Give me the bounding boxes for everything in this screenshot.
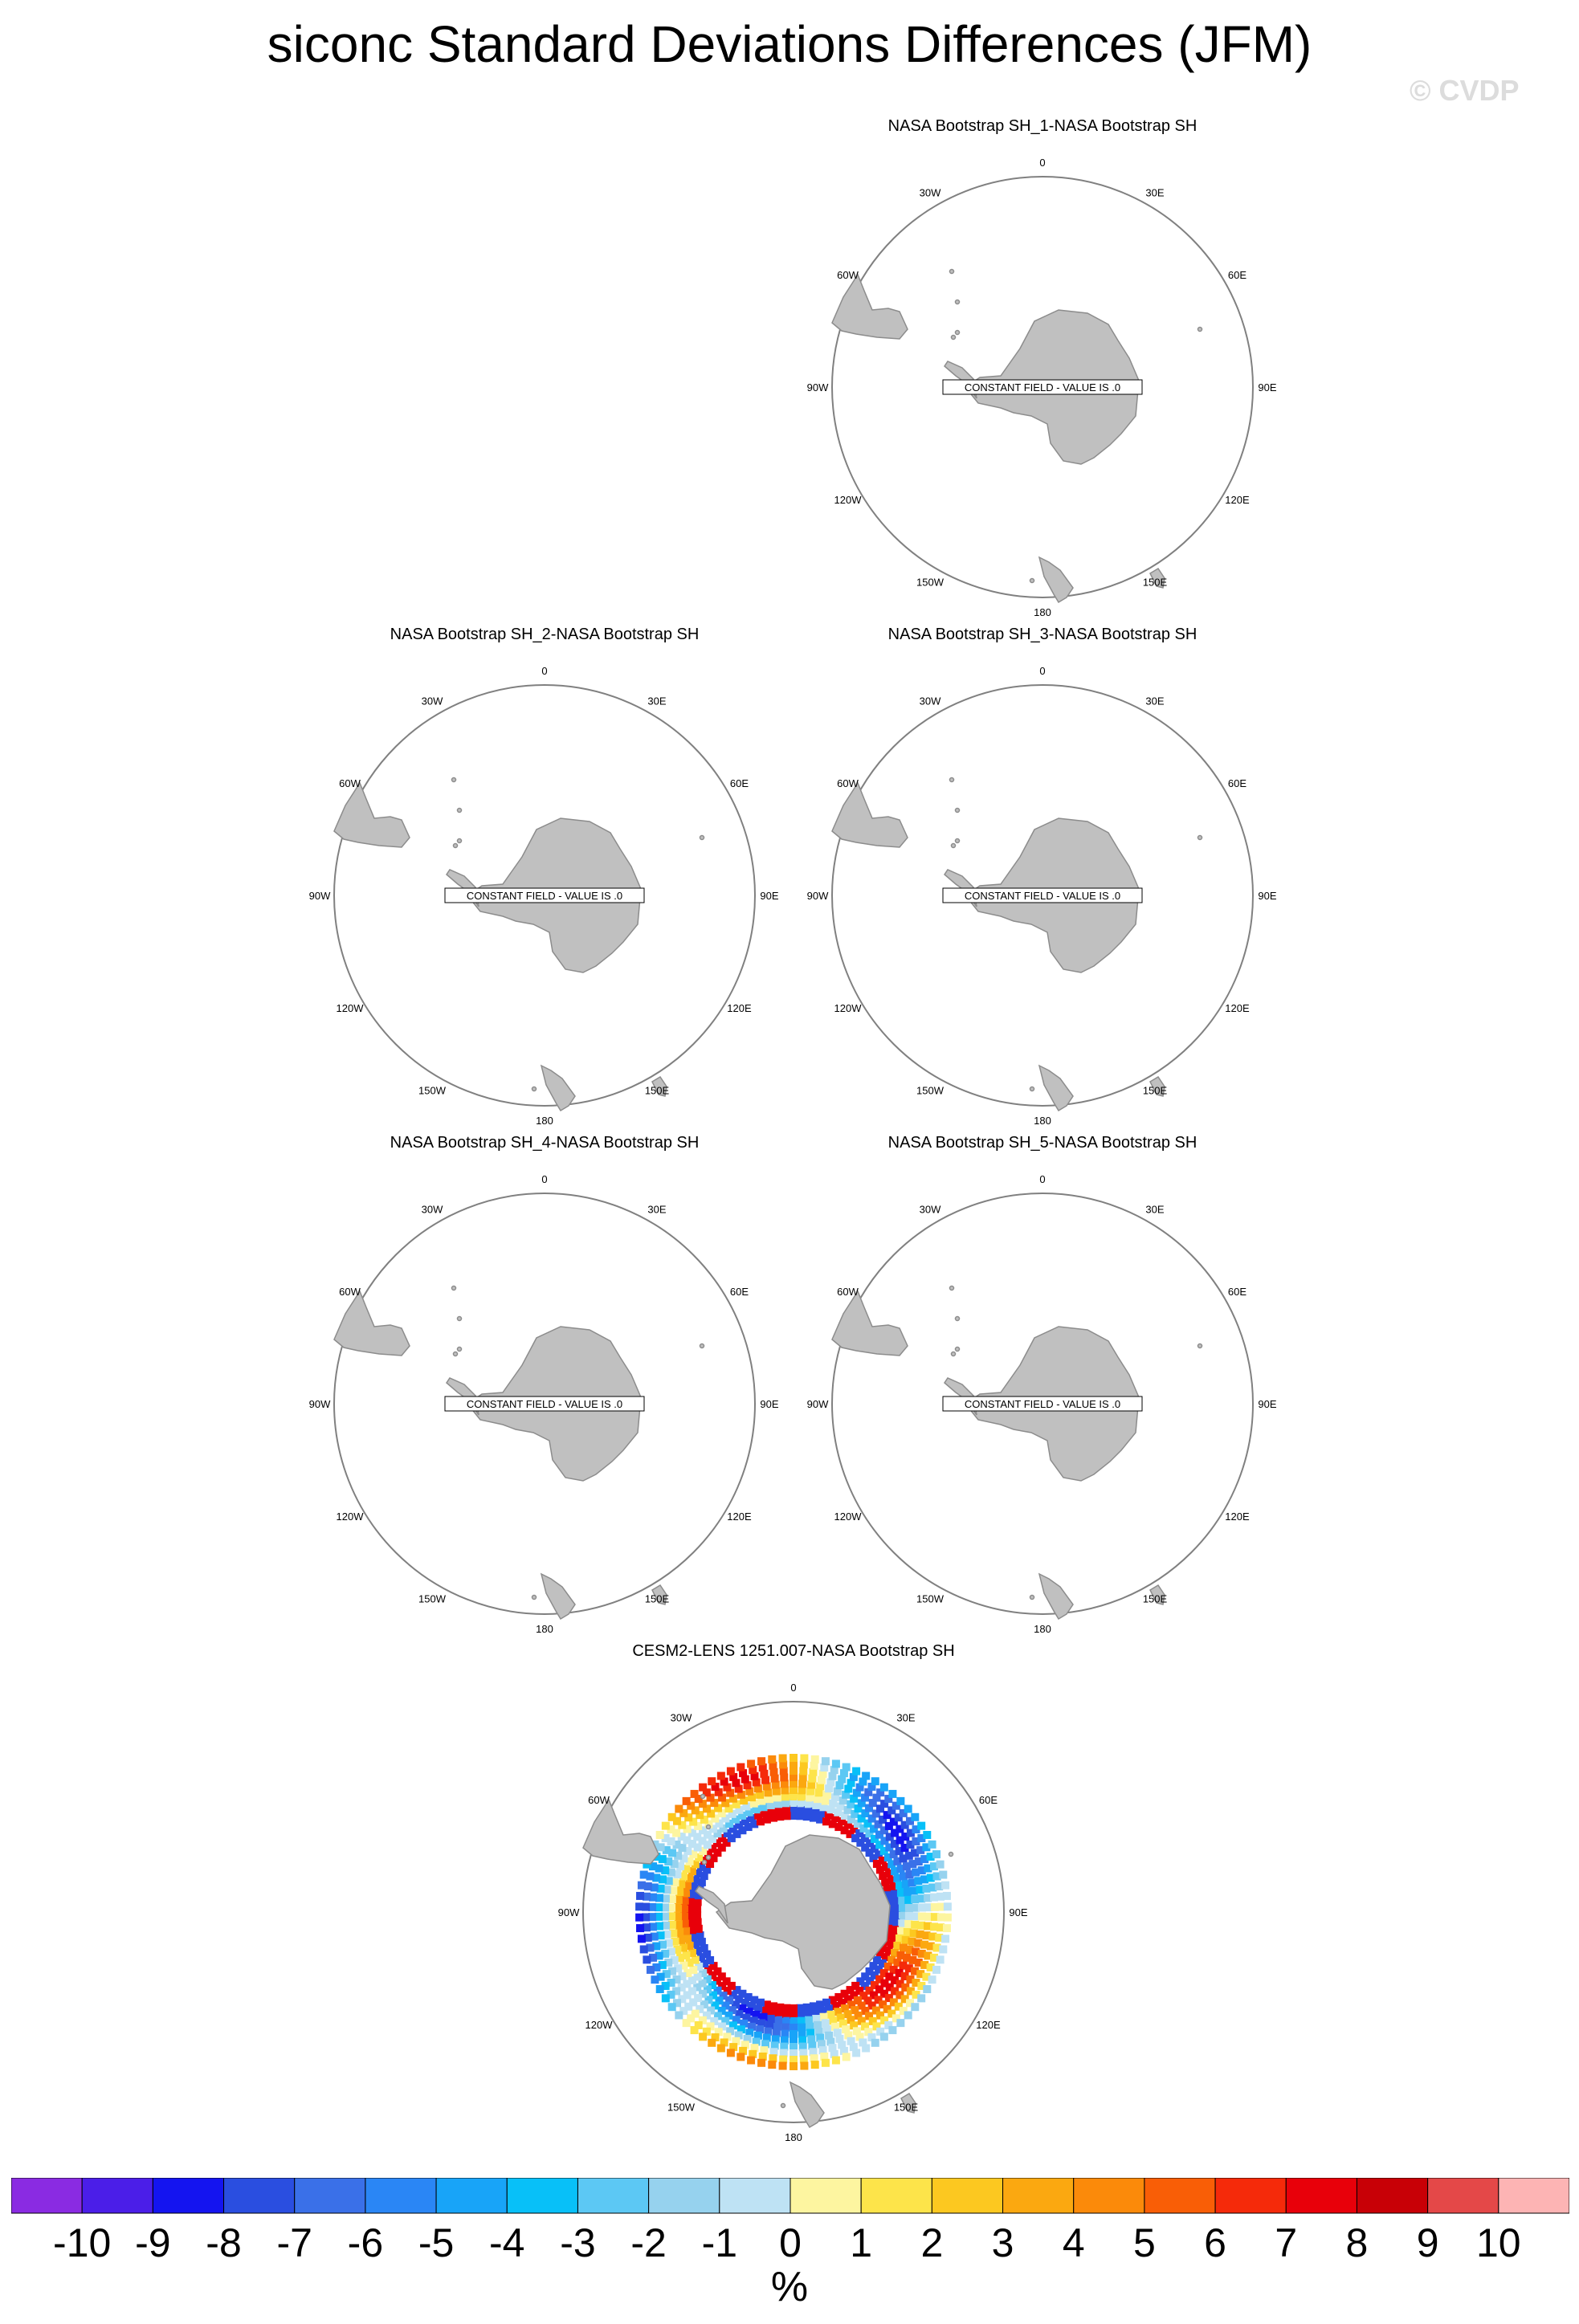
- colorbar-bin: [224, 2178, 295, 2213]
- polar-map: [304, 1134, 785, 1635]
- land: [832, 1286, 1202, 1620]
- ice-field-cell: [699, 1784, 707, 1792]
- lon-label: 120W: [585, 2019, 613, 2031]
- ice-field-cell: [656, 1831, 664, 1839]
- lon-label: 120W: [834, 1511, 862, 1523]
- new-zealand-south: [1039, 1066, 1073, 1111]
- lon-label: 120E: [1225, 1511, 1250, 1523]
- ice-field-cell: [736, 1763, 745, 1772]
- ice-field-cell: [939, 1871, 947, 1879]
- colorbar-bin: [1499, 2178, 1569, 2213]
- ice-field-cell: [779, 1754, 787, 1762]
- lon-label: 90E: [1258, 1398, 1277, 1410]
- lon-label: 150E: [644, 1592, 670, 1605]
- panel-sh3: [802, 626, 1283, 1127]
- colorbar-bin: [153, 2178, 223, 2213]
- lon-label: 90W: [806, 1398, 829, 1410]
- lon-label: 60W: [837, 777, 859, 789]
- ice-field-cell: [896, 1797, 904, 1805]
- island: [454, 1352, 458, 1356]
- ice-field-cell: [904, 1805, 912, 1813]
- lon-label: 90E: [1258, 381, 1277, 393]
- south-america: [583, 1800, 659, 1864]
- polar-map: [553, 1642, 1034, 2143]
- lon-label: 0: [1039, 665, 1046, 677]
- lon-label: 150W: [916, 1084, 944, 1097]
- colorbar-bin: [790, 2178, 861, 2213]
- panel-sh2: [304, 626, 785, 1127]
- ice-field-cell: [747, 2057, 755, 2065]
- ice-field-cell: [932, 1966, 940, 1974]
- ice-field-cell: [911, 1813, 919, 1821]
- island: [458, 1317, 462, 1321]
- lon-label: 30W: [919, 186, 941, 199]
- island: [458, 1348, 462, 1352]
- island: [707, 1825, 711, 1829]
- new-zealand-south: [541, 1574, 575, 1619]
- colorbar-bin: [82, 2178, 153, 2213]
- panel-sh1: [802, 117, 1283, 618]
- island: [458, 809, 462, 813]
- watermark: © CVDP: [1410, 74, 1520, 107]
- colorbar-tick-label: 4: [1062, 2220, 1085, 2265]
- island: [701, 1795, 705, 1799]
- island: [458, 839, 462, 843]
- ice-field-cell: [636, 1924, 644, 1932]
- colorbar-bin: [365, 2178, 436, 2213]
- lon-label: 120E: [727, 1511, 752, 1523]
- ice-field-cell: [917, 1994, 925, 2002]
- ice-field-cell: [811, 2061, 819, 2069]
- island: [956, 1317, 960, 1321]
- colorbar-tick-label: -8: [206, 2220, 242, 2265]
- lon-label: 0: [541, 665, 548, 677]
- lon-label: 0: [541, 1173, 548, 1185]
- ice-field-cell: [928, 1975, 936, 1984]
- ice-field-cell: [917, 1822, 925, 1830]
- south-america: [832, 1291, 908, 1356]
- island: [950, 1286, 954, 1290]
- colorbar-bin: [932, 2178, 1002, 2213]
- colorbar-bin: [577, 2178, 648, 2213]
- ice-field-cell: [790, 2062, 798, 2070]
- ice-field-cell: [736, 2053, 745, 2061]
- constant-field-text: CONSTANT FIELD - VALUE IS .0: [964, 1398, 1121, 1410]
- ice-field-cell: [923, 1985, 931, 1993]
- ice-field-cell: [635, 1914, 643, 1922]
- lon-label: 120E: [976, 2019, 1001, 2031]
- lon-label: 90W: [308, 1398, 331, 1410]
- lon-label: 180: [536, 1623, 553, 1635]
- polar-stereo-map: [807, 1173, 1277, 1635]
- island: [1198, 836, 1202, 840]
- lon-label: 120W: [834, 1002, 862, 1014]
- polar-stereo-map: [807, 157, 1277, 618]
- panel-title: NASA Bootstrap SH_3-NASA Bootstrap SH: [887, 626, 1198, 643]
- ice-field-cell: [757, 1757, 765, 1765]
- island: [956, 331, 960, 335]
- colorbar-bin: [1428, 2178, 1499, 2213]
- lon-label: 60E: [1227, 777, 1247, 789]
- ice-field-cell: [800, 2062, 808, 2070]
- panel-title: NASA Bootstrap SH_4-NASA Bootstrap SH: [390, 1134, 700, 1152]
- colorbar-bin: [1003, 2178, 1074, 2213]
- colorbar-tick-label: -4: [489, 2220, 525, 2265]
- lon-label: 30E: [647, 695, 667, 707]
- land: [832, 778, 1202, 1111]
- lon-label: 150W: [916, 576, 944, 589]
- island: [452, 1286, 456, 1290]
- south-america: [832, 275, 908, 339]
- ice-field-cell: [943, 1924, 951, 1932]
- ice-field-cell: [932, 1850, 940, 1858]
- lon-label: 150E: [644, 1084, 670, 1097]
- antarctica: [716, 1835, 890, 1989]
- lon-label: 60E: [729, 1286, 749, 1298]
- constant-field-text: CONSTANT FIELD - VALUE IS .0: [964, 890, 1121, 902]
- colorbar-bin: [720, 2178, 790, 2213]
- lon-label: 150W: [916, 1592, 944, 1605]
- lon-label: 180: [785, 2131, 802, 2143]
- ice-field-cell: [944, 1914, 952, 1922]
- constant-field-text: CONSTANT FIELD - VALUE IS .0: [466, 1398, 623, 1410]
- island: [1198, 328, 1202, 332]
- ice-field-cell: [911, 2003, 919, 2011]
- new-zealand-south: [1039, 1574, 1073, 1619]
- colorbar-tick-label: -3: [560, 2220, 596, 2265]
- island: [703, 1861, 707, 1865]
- panel-title: CESM2-LENS 1251.007-NASA Bootstrap SH: [632, 1642, 955, 1660]
- lon-label: 60E: [978, 1794, 998, 1806]
- ice-field-cell: [822, 2059, 830, 2067]
- ice-field-cell: [800, 1754, 808, 1762]
- ice-field-cell: [717, 1772, 725, 1780]
- colorbar-unit: %: [770, 2264, 809, 2310]
- polar-stereo-map: [558, 1682, 1028, 2143]
- ice-field-cell: [668, 1813, 676, 1821]
- ice-field-cell: [943, 1892, 951, 1900]
- island: [1030, 1087, 1034, 1091]
- colorbar-bin: [1074, 2178, 1144, 2213]
- lon-label: 30E: [1145, 186, 1165, 199]
- constant-field-text: CONSTANT FIELD - VALUE IS .0: [466, 890, 623, 902]
- lon-label: 150W: [667, 2101, 695, 2114]
- ice-field-cell: [936, 1955, 945, 1963]
- lon-label: 180: [1034, 1115, 1051, 1127]
- ice-field-cell: [923, 1831, 931, 1839]
- island: [452, 778, 456, 782]
- lon-label: 60W: [837, 1286, 859, 1298]
- lon-label: 0: [1039, 1173, 1046, 1185]
- panel-title: NASA Bootstrap SH_5-NASA Bootstrap SH: [887, 1134, 1198, 1152]
- ice-field-cell: [647, 1966, 655, 1974]
- ice-field-cell: [888, 2026, 896, 2034]
- colorbar-tick-label: 1: [850, 2220, 873, 2265]
- lon-label: 180: [536, 1115, 553, 1127]
- colorbar-bin: [649, 2178, 720, 2213]
- lon-label: 30W: [421, 1203, 443, 1216]
- island: [1030, 579, 1034, 583]
- lon-label: 120E: [1225, 494, 1250, 506]
- island: [1198, 1344, 1202, 1348]
- lon-label: 150W: [418, 1084, 446, 1097]
- new-zealand-south: [790, 2082, 824, 2127]
- panel-sh4: [304, 1134, 785, 1635]
- land: [334, 778, 704, 1111]
- lon-label: 30E: [1145, 1203, 1165, 1216]
- colorbar-tick-label: 5: [1133, 2220, 1156, 2265]
- ice-field-cell: [635, 1902, 643, 1910]
- colorbar-tick-label: 8: [1345, 2220, 1369, 2265]
- lon-label: 120W: [336, 1002, 364, 1014]
- lon-label: 30W: [919, 1203, 941, 1216]
- lon-label: 60W: [339, 1286, 361, 1298]
- ice-field-cell: [880, 2032, 888, 2041]
- lon-label: 30E: [1145, 695, 1165, 707]
- island: [956, 1348, 960, 1352]
- ice-field-cell: [675, 1805, 683, 1813]
- ice-field-cell: [862, 1772, 870, 1780]
- ice-field-cell: [896, 2019, 904, 2027]
- polar-map: [802, 117, 1283, 618]
- island: [952, 1352, 956, 1356]
- ice-field-cell: [708, 1777, 716, 1785]
- ice-field-cell: [811, 1755, 819, 1763]
- ice-field-cell: [939, 1945, 947, 1953]
- lon-label: 150E: [893, 2101, 919, 2114]
- island: [956, 300, 960, 304]
- colorbar-tick-label: 9: [1416, 2220, 1439, 2265]
- lon-label: 30W: [670, 1711, 692, 1724]
- colorbar-tick-label: 6: [1204, 2220, 1226, 2265]
- new-zealand-south: [541, 1066, 575, 1111]
- island: [700, 836, 704, 840]
- ice-field-cell: [757, 2059, 765, 2067]
- ice-field-cell: [843, 1763, 851, 1772]
- lon-label: 90E: [1258, 890, 1277, 902]
- colorbar-bin: [507, 2178, 577, 2213]
- lon-label: 90E: [760, 1398, 779, 1410]
- colorbar-tick-label: 10: [1476, 2220, 1521, 2265]
- lon-label: 30E: [647, 1203, 667, 1216]
- polar-stereo-map: [309, 665, 779, 1127]
- ice-field-cell: [862, 2045, 870, 2053]
- lon-label: 0: [790, 1682, 797, 1694]
- island: [781, 2104, 785, 2108]
- lon-label: 150E: [1142, 576, 1168, 589]
- ice-field-cell: [636, 1892, 644, 1900]
- ice-field-cell: [880, 1784, 888, 1792]
- lon-label: 60W: [339, 777, 361, 789]
- colorbar-bin: [1357, 2178, 1427, 2213]
- ice-field-cell: [727, 1767, 735, 1776]
- constant-field-text: CONSTANT FIELD - VALUE IS .0: [964, 381, 1121, 393]
- lon-label: 90W: [557, 1906, 580, 1918]
- lon-label: 0: [1039, 157, 1046, 169]
- colorbar-tick-label: -2: [630, 2220, 667, 2265]
- lon-label: 60E: [1227, 1286, 1247, 1298]
- ice-field-cell: [871, 2039, 879, 2047]
- ice-field-cell: [651, 1975, 659, 1984]
- ice-field-cell: [638, 1882, 646, 1890]
- polar-map: [802, 1134, 1283, 1635]
- ice-field-cell: [699, 2032, 707, 2041]
- colorbar-tick-label: 3: [991, 2220, 1014, 2265]
- ice-field-cell: [662, 1994, 670, 2002]
- lon-label: 180: [1034, 1623, 1051, 1635]
- ice-field-cell: [941, 1882, 949, 1890]
- ice-field-cell: [768, 2061, 776, 2069]
- colorbar-tick-label: 0: [779, 2220, 802, 2265]
- island: [707, 1856, 711, 1860]
- island: [952, 336, 956, 340]
- colorbar: [11, 2178, 1569, 2218]
- polar-stereo-map: [807, 665, 1277, 1127]
- colorbar-tick-label: -5: [418, 2220, 455, 2265]
- lon-label: 90W: [308, 890, 331, 902]
- colorbar-bin: [11, 2178, 82, 2213]
- ice-field-cell: [822, 1757, 830, 1765]
- ice-field-cell: [936, 1861, 945, 1869]
- colorbar-bin: [1144, 2178, 1215, 2213]
- colorbar-tick-label: -7: [276, 2220, 312, 2265]
- island: [700, 1344, 704, 1348]
- lon-label: 150E: [1142, 1084, 1168, 1097]
- ice-field-cell: [768, 1755, 776, 1763]
- lon-label: 120W: [834, 494, 862, 506]
- south-america: [334, 783, 410, 847]
- ice-field-cell: [779, 2062, 787, 2070]
- lon-label: 180: [1034, 606, 1051, 618]
- panel-sh5: [802, 1134, 1283, 1635]
- lon-label: 60E: [729, 777, 749, 789]
- lon-label: 60W: [588, 1794, 610, 1806]
- lon-label: 120E: [727, 1002, 752, 1014]
- panel-title: NASA Bootstrap SH_1-NASA Bootstrap SH: [887, 117, 1198, 135]
- ice-field-cell: [852, 1767, 860, 1776]
- lon-label: 90E: [760, 890, 779, 902]
- island: [1030, 1596, 1034, 1600]
- ice-field-cell: [691, 2026, 699, 2034]
- colorbar-bin: [436, 2178, 507, 2213]
- lon-label: 60W: [837, 269, 859, 281]
- island: [532, 1596, 537, 1600]
- polar-map: [802, 626, 1283, 1127]
- ice-field-cell: [662, 1822, 670, 1830]
- ice-field-cell: [640, 1871, 648, 1879]
- ice-field-cell: [871, 1777, 879, 1785]
- island: [950, 270, 954, 274]
- ice-field-cell: [691, 1790, 699, 1798]
- lon-label: 90W: [806, 381, 829, 393]
- ice-field-cell: [852, 2049, 860, 2057]
- ice-field-cell: [904, 2011, 912, 2019]
- ice-field-cell: [944, 1902, 952, 1910]
- ice-field-cell: [683, 1797, 691, 1805]
- island: [950, 778, 954, 782]
- polar-map: [304, 626, 785, 1127]
- island: [956, 839, 960, 843]
- lon-label: 120W: [336, 1511, 364, 1523]
- lon-label: 30W: [919, 695, 941, 707]
- colorbar-tick-label: -9: [135, 2220, 171, 2265]
- colorbar-bin: [1215, 2178, 1286, 2213]
- south-america: [832, 783, 908, 847]
- ice-field-cell: [832, 1759, 840, 1767]
- lon-label: 120E: [1225, 1002, 1250, 1014]
- ice-field-cell: [928, 1841, 936, 1849]
- new-zealand-south: [1039, 557, 1073, 602]
- ice-field-cell: [790, 1754, 798, 1762]
- lon-label: 90W: [806, 890, 829, 902]
- lon-label: 30W: [421, 695, 443, 707]
- ice-field-cell: [675, 2011, 683, 2019]
- colorbar-tick-label: -10: [53, 2220, 112, 2265]
- lon-label: 60E: [1227, 269, 1247, 281]
- land: [334, 1286, 704, 1620]
- ice-field-cell: [668, 2003, 676, 2011]
- lon-label: 30E: [896, 1711, 916, 1724]
- ice-field-cell: [727, 2049, 735, 2057]
- ice-field-cell: [941, 1935, 949, 1943]
- south-america: [334, 1291, 410, 1356]
- colorbar-tick-label: 7: [1275, 2220, 1298, 2265]
- lon-label: 150E: [1142, 1592, 1168, 1605]
- ice-field-cell: [640, 1945, 648, 1953]
- ice-field-cell: [708, 2039, 716, 2047]
- colorbar-bin: [861, 2178, 932, 2213]
- colorbar-tick-label: -1: [701, 2220, 738, 2265]
- land: [832, 270, 1202, 603]
- main-title: siconc Standard Deviations Differences (JFM): [267, 15, 1312, 73]
- ice-field-cell: [643, 1955, 651, 1963]
- colorbar-tick-label: -6: [347, 2220, 384, 2265]
- polar-stereo-map: [309, 1173, 779, 1635]
- panel-title: NASA Bootstrap SH_2-NASA Bootstrap SH: [390, 626, 700, 643]
- colorbar-tick-label: 2: [920, 2220, 944, 2265]
- lon-label: 150W: [418, 1592, 446, 1605]
- ice-field-cell: [656, 1985, 664, 1993]
- ice-field-cell: [717, 2045, 725, 2053]
- island: [949, 1853, 953, 1857]
- colorbar-bin: [295, 2178, 365, 2213]
- island: [532, 1087, 537, 1091]
- ice-field-cell: [888, 1790, 896, 1798]
- ice-field-cell: [638, 1935, 646, 1943]
- island: [952, 844, 956, 848]
- ice-field-cell: [832, 2057, 840, 2065]
- ice-field-cell: [683, 2019, 691, 2027]
- ice-field-cell: [747, 1759, 755, 1767]
- island: [454, 844, 458, 848]
- ice-field-cell: [843, 2053, 851, 2061]
- lon-label: 90E: [1009, 1906, 1028, 1918]
- panel-cesm2-lens: [553, 1642, 1034, 2143]
- colorbar-bin: [1286, 2178, 1357, 2213]
- island: [956, 809, 960, 813]
